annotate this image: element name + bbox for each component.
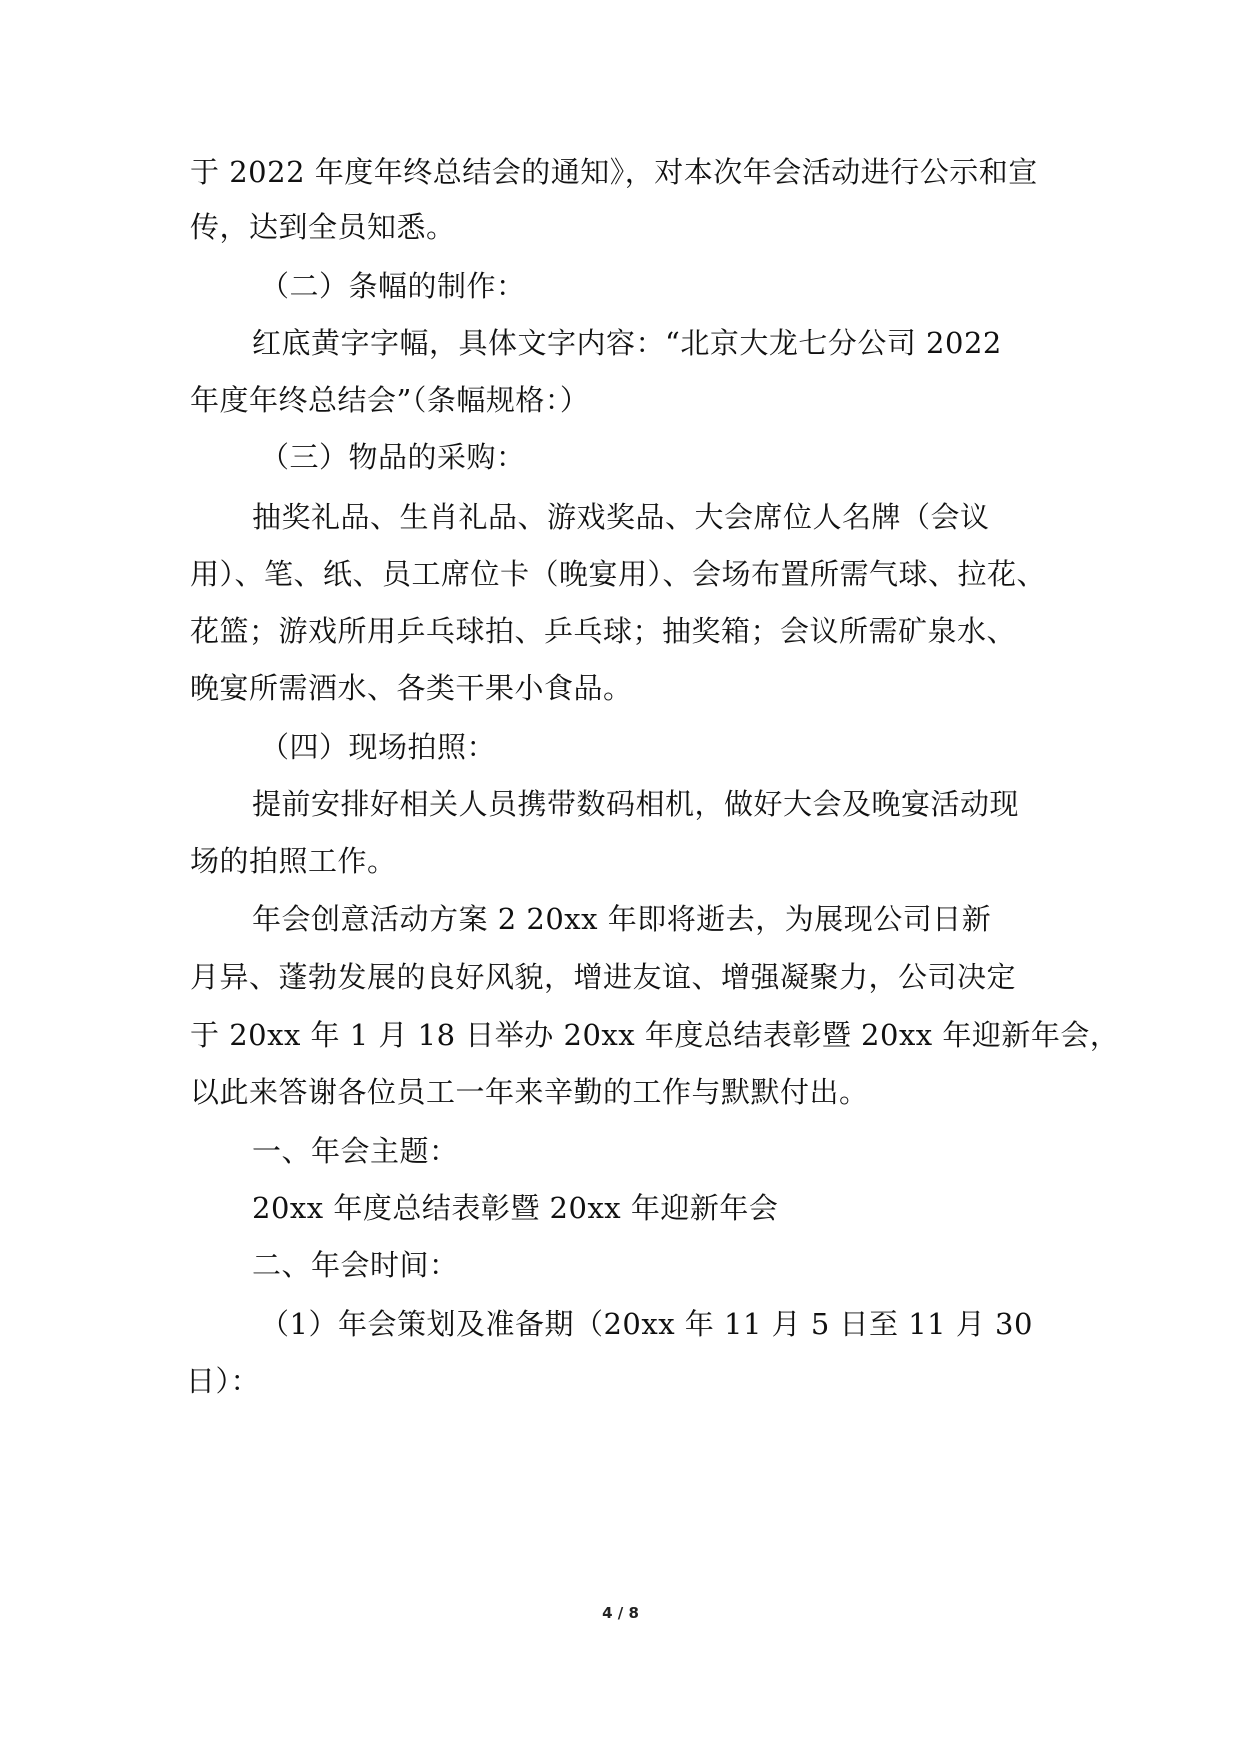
paragraph-line: 晚宴所需酒水、各类干果小食品。 <box>190 671 633 705</box>
paragraph-line: 日）： <box>186 1364 261 1398</box>
paragraph-line: 场的拍照工作。 <box>190 844 397 878</box>
section-heading: （三）物品的采购： <box>260 440 526 474</box>
section-heading: 一、年会主题： <box>252 1134 459 1168</box>
section-heading: 二、年会时间： <box>252 1248 459 1282</box>
paragraph-line: 抽奖礼品、生肖礼品、游戏奖品、大会席位人名牌（会议 <box>252 500 990 534</box>
paragraph-line: 用）、笔、纸、员工席位卡（晚宴用）、会场布置所需气球、拉花、 <box>190 557 1047 591</box>
paragraph-line: 于 2022 年度年终总结会的通知》，对本次年会活动进行公示和宣 <box>190 155 1038 189</box>
paragraph-line: 花篮；游戏所用乒乓球拍、乒乓球；抽奖箱；会议所需矿泉水、 <box>190 614 1017 648</box>
paragraph-line: 传，达到全员知悉。 <box>190 210 456 244</box>
paragraph-line: 以此来答谢各位员工一年来辛勤的工作与默默付出。 <box>190 1075 869 1109</box>
paragraph-line: 月异、蓬勃发展的良好风貌，增进友谊、增强凝聚力，公司决定 <box>190 960 1017 994</box>
paragraph-line: 于 20xx 年 1 月 18 日举办 20xx 年度总结表彰暨 20xx 年迎新年会， <box>190 1018 1120 1052</box>
paragraph-line: （1）年会策划及准备期（20xx 年 11 月 5 日至 11 月 30 <box>260 1307 1033 1341</box>
paragraph-line: 年度年终总结会”（条幅规格：） <box>190 383 590 417</box>
paragraph-line: 年会创意活动方案 2 20xx 年即将逝去，为展现公司日新 <box>252 902 992 936</box>
paragraph-line: 提前安排好相关人员携带数码相机，做好大会及晚宴活动现 <box>252 787 1020 821</box>
section-heading: （二）条幅的制作： <box>260 269 526 303</box>
paragraph-line: 红底黄字字幅，具体文字内容：“北京大龙七分公司 2022 <box>252 326 1002 360</box>
paragraph-line: 20xx 年度总结表彰暨 20xx 年迎新年会 <box>252 1191 779 1225</box>
page-number: 4 / 8 <box>602 1604 639 1622</box>
section-heading: （四）现场拍照： <box>260 730 497 764</box>
